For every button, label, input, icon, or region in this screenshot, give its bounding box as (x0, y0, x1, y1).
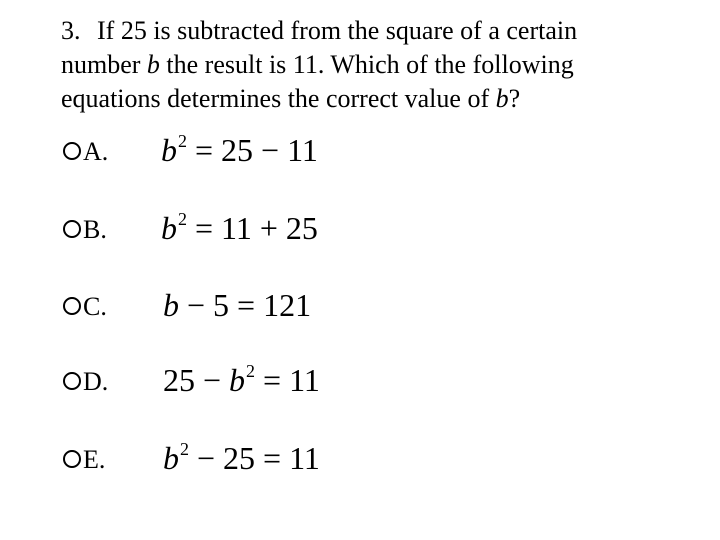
choice-a-equation (161, 130, 318, 175)
choice-d-letter: D. (83, 367, 109, 396)
equation-variable: b (163, 440, 179, 476)
choice-c-letter: C. (83, 292, 107, 321)
question-variable: b (146, 50, 160, 79)
question-mark: ? (508, 84, 521, 113)
choice-e-letter: E. (83, 445, 106, 474)
equation-variable: b (161, 132, 177, 168)
choice-e[interactable] (63, 438, 463, 482)
choice-d[interactable] (63, 360, 463, 404)
question-number: 3. (61, 16, 81, 45)
equation-variable: b (161, 210, 177, 246)
choice-b-equation (161, 208, 318, 253)
choice-e-equation (163, 438, 320, 483)
radio-button-c[interactable] (63, 297, 81, 315)
choice-b-letter: B. (83, 215, 107, 244)
choice-d-equation (163, 360, 320, 405)
question-variable: b (495, 84, 509, 113)
equation-exponent: 2 (180, 439, 189, 459)
question-text (61, 14, 661, 116)
choice-c[interactable] (63, 285, 463, 329)
choice-b[interactable] (63, 208, 463, 252)
radio-button-a[interactable] (63, 142, 81, 160)
radio-button-b[interactable] (63, 220, 81, 238)
question-text-part1: If 25 is subtracted from the square of a certain number (61, 16, 578, 79)
choice-a-letter: A. (83, 137, 109, 166)
question-text-part2: the result is 11. Which of the following equations determines the correct value of (61, 50, 574, 113)
equation-rest: = 25 − 11 (195, 132, 318, 168)
equation-variable: b (163, 287, 179, 323)
equation-rest: = 11 + 25 (195, 210, 318, 246)
choice-a[interactable] (63, 130, 463, 174)
radio-button-e[interactable] (63, 450, 81, 468)
equation-rest: = 11 (255, 362, 320, 398)
equation-rest: − 5 = 121 (179, 287, 312, 323)
equation-exponent: 2 (178, 131, 187, 151)
equation-exponent: 2 (178, 209, 187, 229)
choice-c-equation (163, 285, 311, 325)
equation-exponent: 2 (246, 361, 256, 381)
equation-variable: b (229, 362, 246, 398)
equation-prefix: 25 − (163, 362, 230, 398)
equation-rest: − 25 = 11 (189, 440, 320, 476)
radio-button-d[interactable] (63, 372, 81, 390)
